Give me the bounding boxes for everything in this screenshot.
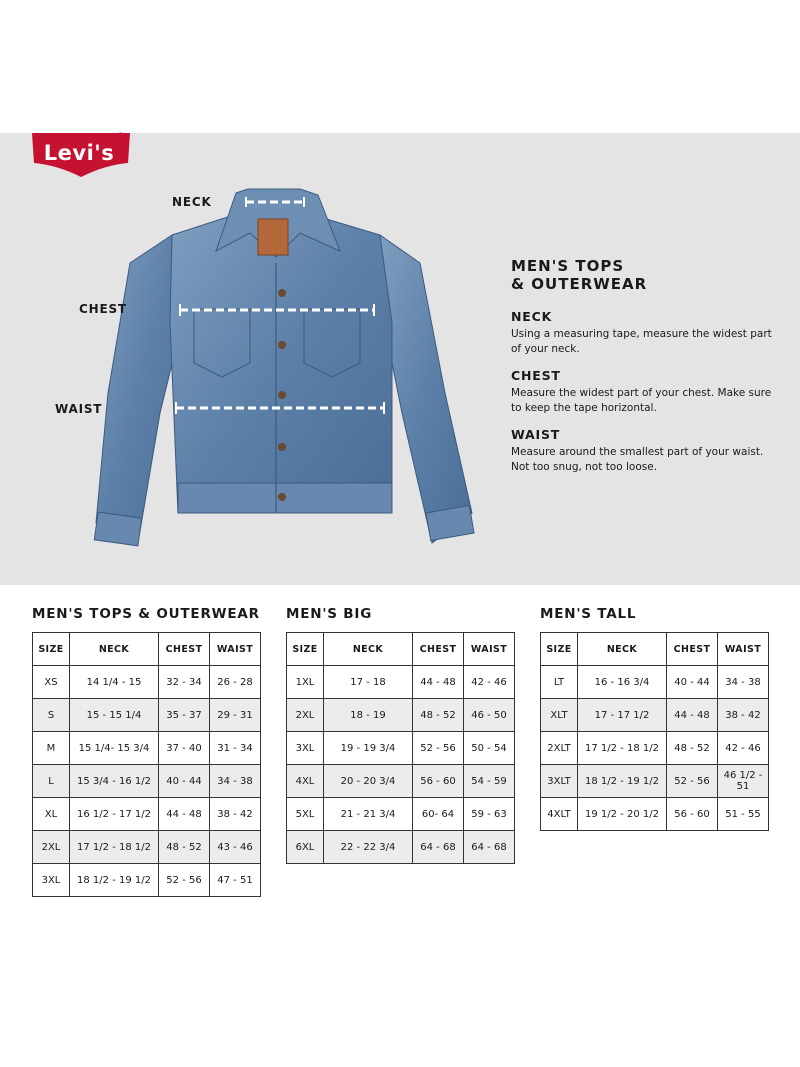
table-row: [33, 831, 261, 864]
table-row: [287, 831, 515, 864]
cell-size: 2XL: [287, 699, 324, 732]
cell-size: M: [33, 732, 70, 765]
cell-chest: 40 - 44: [159, 765, 210, 798]
table-row: [287, 798, 515, 831]
table-row: [33, 699, 261, 732]
cell-waist: 42 - 46: [464, 666, 515, 699]
measurement-instructions: [511, 257, 781, 486]
column-header-size: SIZE: [33, 633, 70, 666]
cell-neck: 15 - 15 1/4: [70, 699, 159, 732]
cell-chest: 60- 64: [413, 798, 464, 831]
section-heading: CHEST: [511, 368, 561, 383]
cell-chest: 52 - 56: [667, 765, 718, 798]
column-header-neck: NECK: [324, 633, 413, 666]
cell-neck: 16 - 16 3/4: [578, 666, 667, 699]
cell-chest: 56 - 60: [413, 765, 464, 798]
column-header-size: SIZE: [541, 633, 578, 666]
cell-waist: 38 - 42: [718, 699, 769, 732]
table-row: [541, 666, 769, 699]
column-header-neck: NECK: [70, 633, 159, 666]
table-row: [33, 864, 261, 897]
cell-size: 3XL: [33, 864, 70, 897]
column-header-size: SIZE: [287, 633, 324, 666]
cell-size: 1XL: [287, 666, 324, 699]
cell-neck: 19 1/2 - 20 1/2: [578, 798, 667, 831]
table-title: MEN'S BIG: [286, 606, 373, 622]
cell-chest: 40 - 44: [667, 666, 718, 699]
cell-waist: 34 - 38: [210, 765, 261, 798]
chest-instructions: [511, 368, 781, 415]
cell-neck: 21 - 21 3/4: [324, 798, 413, 831]
cell-size: 5XL: [287, 798, 324, 831]
cell-size: 3XLT: [541, 765, 578, 798]
cell-neck: 18 1/2 - 19 1/2: [70, 864, 159, 897]
section-text: Using a measuring tape, measure the widest part of your neck.: [511, 328, 772, 355]
cell-waist: 54 - 59: [464, 765, 515, 798]
cell-size: 2XL: [33, 831, 70, 864]
neck-label: NECK: [172, 195, 212, 209]
cell-neck: 15 3/4 - 16 1/2: [70, 765, 159, 798]
cell-neck: 17 1/2 - 18 1/2: [578, 732, 667, 765]
waist-label: WAIST: [55, 402, 103, 416]
cell-waist: 29 - 31: [210, 699, 261, 732]
cell-size: LT: [541, 666, 578, 699]
cell-neck: 17 1/2 - 18 1/2: [70, 831, 159, 864]
table-row: [541, 765, 769, 798]
size-chart-big: [286, 606, 515, 864]
column-header-waist: WAIST: [718, 633, 769, 666]
registered-mark: ®: [115, 130, 126, 143]
table-header-row: [541, 633, 769, 666]
column-header-waist: WAIST: [464, 633, 515, 666]
cell-neck: 16 1/2 - 17 1/2: [70, 798, 159, 831]
cell-chest: 64 - 68: [413, 831, 464, 864]
cell-chest: 48 - 52: [159, 831, 210, 864]
cell-waist: 51 - 55: [718, 798, 769, 831]
table-row: [33, 666, 261, 699]
cell-waist: 42 - 46: [718, 732, 769, 765]
chest-label: CHEST: [79, 302, 127, 316]
instructions-title-line2: & OUTERWEAR: [511, 275, 648, 293]
cell-waist: 64 - 68: [464, 831, 515, 864]
size-chart-tops-outerwear: [32, 606, 261, 897]
cell-waist: 26 - 28: [210, 666, 261, 699]
column-header-chest: CHEST: [413, 633, 464, 666]
table-row: [33, 732, 261, 765]
size-chart-tall: [540, 606, 769, 831]
cell-chest: 56 - 60: [667, 798, 718, 831]
cell-size: S: [33, 699, 70, 732]
section-text: Measure around the smallest part of your waist. Not too snug, not too loose.: [511, 446, 764, 473]
cell-waist: 47 - 51: [210, 864, 261, 897]
table-row: [541, 699, 769, 732]
cell-chest: 52 - 56: [159, 864, 210, 897]
table-row: [33, 798, 261, 831]
column-header-chest: CHEST: [667, 633, 718, 666]
logo-wordmark: Levi's: [43, 141, 115, 165]
table-title: MEN'S TALL: [540, 606, 637, 622]
cell-size: 6XL: [287, 831, 324, 864]
table-row: [287, 732, 515, 765]
section-heading: WAIST: [511, 427, 561, 442]
cell-chest: 48 - 52: [667, 732, 718, 765]
cell-chest: 52 - 56: [413, 732, 464, 765]
table-row: [287, 765, 515, 798]
cell-waist: 38 - 42: [210, 798, 261, 831]
cell-waist: 46 - 50: [464, 699, 515, 732]
cell-size: XL: [33, 798, 70, 831]
cell-size: XLT: [541, 699, 578, 732]
cell-neck: 22 - 22 3/4: [324, 831, 413, 864]
size-table: [32, 632, 261, 897]
cell-waist: 34 - 38: [718, 666, 769, 699]
section-heading: NECK: [511, 309, 553, 324]
cell-chest: 44 - 48: [159, 798, 210, 831]
cell-neck: 15 1/4- 15 3/4: [70, 732, 159, 765]
table-row: [541, 798, 769, 831]
waist-instructions: [511, 427, 781, 474]
column-header-waist: WAIST: [210, 633, 261, 666]
cell-size: 2XLT: [541, 732, 578, 765]
cell-waist: 31 - 34: [210, 732, 261, 765]
table-header-row: [287, 633, 515, 666]
cell-neck: 18 - 19: [324, 699, 413, 732]
cell-waist: 46 1/2 - 51: [718, 765, 769, 798]
instructions-title: [511, 257, 781, 293]
table-row: [541, 732, 769, 765]
cell-size: XS: [33, 666, 70, 699]
cell-chest: 35 - 37: [159, 699, 210, 732]
cell-size: 3XL: [287, 732, 324, 765]
cell-chest: 37 - 40: [159, 732, 210, 765]
table-header-row: [33, 633, 261, 666]
table-row: [287, 666, 515, 699]
cell-neck: 17 - 17 1/2: [578, 699, 667, 732]
cell-neck: 19 - 19 3/4: [324, 732, 413, 765]
cell-chest: 32 - 34: [159, 666, 210, 699]
cell-size: L: [33, 765, 70, 798]
cell-size: 4XLT: [541, 798, 578, 831]
cell-neck: 20 - 20 3/4: [324, 765, 413, 798]
cell-chest: 48 - 52: [413, 699, 464, 732]
cell-neck: 14 1/4 - 15: [70, 666, 159, 699]
hero-banner: [0, 130, 800, 585]
section-text: Measure the widest part of your chest. Make sure to keep the tape horizontal.: [511, 387, 772, 414]
cell-size: 4XL: [287, 765, 324, 798]
jacket-measurement-illustration: [0, 133, 500, 585]
column-header-chest: CHEST: [159, 633, 210, 666]
table-title: MEN'S TOPS & OUTERWEAR: [32, 606, 260, 622]
cell-waist: 50 - 54: [464, 732, 515, 765]
cell-chest: 44 - 48: [413, 666, 464, 699]
cell-neck: 18 1/2 - 19 1/2: [578, 765, 667, 798]
cell-neck: 17 - 18: [324, 666, 413, 699]
table-row: [33, 765, 261, 798]
size-table: [286, 632, 515, 864]
cell-waist: 59 - 63: [464, 798, 515, 831]
cell-waist: 43 - 46: [210, 831, 261, 864]
cell-chest: 44 - 48: [667, 699, 718, 732]
table-row: [287, 699, 515, 732]
size-table: [540, 632, 769, 831]
neck-instructions: [511, 309, 781, 356]
instructions-title-line1: MEN'S TOPS: [511, 257, 625, 275]
column-header-neck: NECK: [578, 633, 667, 666]
